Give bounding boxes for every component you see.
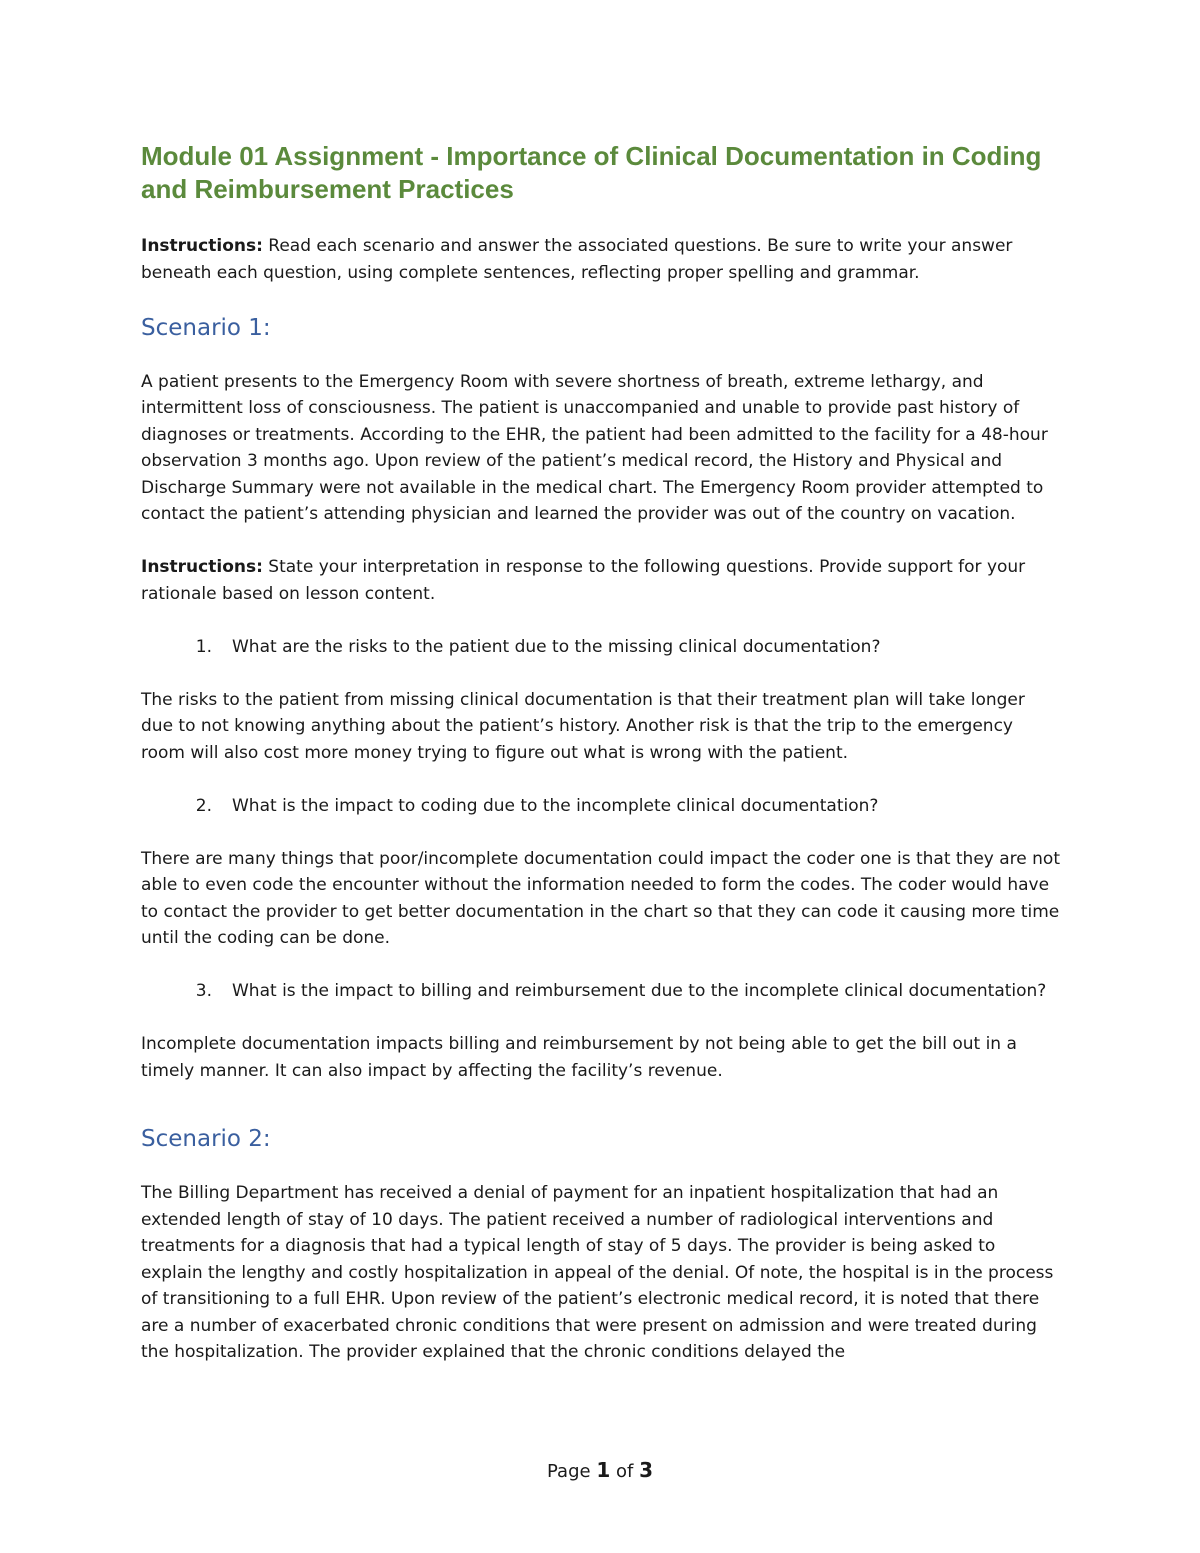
intro-instructions [141,233,1061,286]
question-1-text: What are the risks to the patient due to the missing clinical documentation? [232,636,881,657]
page-footer [0,1456,1200,1486]
document-title: Module 01 Assignment - Importance of Clinical Documentation in Coding and Reimbursement Practices [141,141,1042,204]
scenario-1-instructions-label: Instructions: [141,557,263,577]
footer-page-current: 1 [596,1458,611,1482]
question-2-number: 2. [195,795,212,816]
question-3-number: 3. [195,981,212,1001]
question-1-number: 1. [195,636,212,657]
footer-page-total: 3 [639,1458,653,1482]
answer-3: Incomplete documentation impacts billing and reimbursement by not being able to get the bill out in a timely manner. It can also impact by affecting the facility’s revenue. [141,1034,1017,1081]
intro-instructions-text: Read each scenario and answer the associated questions. Be sure to write your answer beneath each question, using complete sentences, reflecting proper spelling and grammar. [141,236,1013,283]
scenario-1-instructions-text: State your interpretation in response to the following questions. Provide support for your rationale based on lesson content. [141,557,1026,604]
footer-of-word: of [615,1461,634,1482]
question-1 [141,634,1061,661]
question-2-text: What is the impact to coding due to the incomplete clinical documentation? [232,795,879,816]
footer-page-word: Page [547,1461,591,1482]
scenario-1-heading: Scenario 1: [141,314,271,341]
intro-instructions-label: Instructions: [141,236,263,256]
answer-1: The risks to the patient from missing clinical documentation is that their treatment plan will take longer due to not knowing anything about the patient’s history. Another risk is that the trip to the emergency room will also cost more money trying to figure out what is wrong with the patient. [141,689,1025,763]
scenario-2-heading: Scenario 2: [141,1126,271,1152]
document-page [141,140,1061,1392]
scenario-1-instructions [141,554,1061,607]
question-2 [141,793,1061,820]
scenario-2-body: The Billing Department has received a denial of payment for an inpatient hospitalization that had an extended length of stay of 10 days. The patient received a number of radiological interventions and treatments for a diagnosis that had a typical length of stay of 5 days. The provider is being asked to explain the lengthy and costly hospitalization in appeal of the denial. Of note, the hospital is in the process of transitioning to a full EHR. Upon review of the patient’s electronic medical record, it is noted that there are a number of exacerbated chronic conditions that were present on admission and were treated during the hospitalization. The provider explained that the chronic conditions delayed the [141,1183,1054,1362]
question-3 [141,978,1061,1005]
answer-2: There are many things that poor/incomplete documentation could impact the coder one is that they are not able to even code the encounter without the information needed to form the codes. The coder would have to contact the provider to get better documentation in the chart so that they can code it causing more time until the coding can be done. [141,848,1060,948]
scenario-1-body: A patient presents to the Emergency Room with severe shortness of breath, extreme lethargy, and intermittent loss of consciousness. The patient is unaccompanied and unable to provide past history of diagnoses or treatments. According to the EHR, the patient had been admitted to the facility for a 48-hour observation 3 months ago. Upon review of the patient’s medical record, the History and Physical and Discharge Summary were not available in the medical chart. The Emergency Room provider attempted to contact the patient’s attending physician and learned the provider was out of the country on vacation. [141,371,1048,524]
question-3-text: What is the impact to billing and reimbursement due to the incomplete clinical documentation? [232,981,1047,1001]
